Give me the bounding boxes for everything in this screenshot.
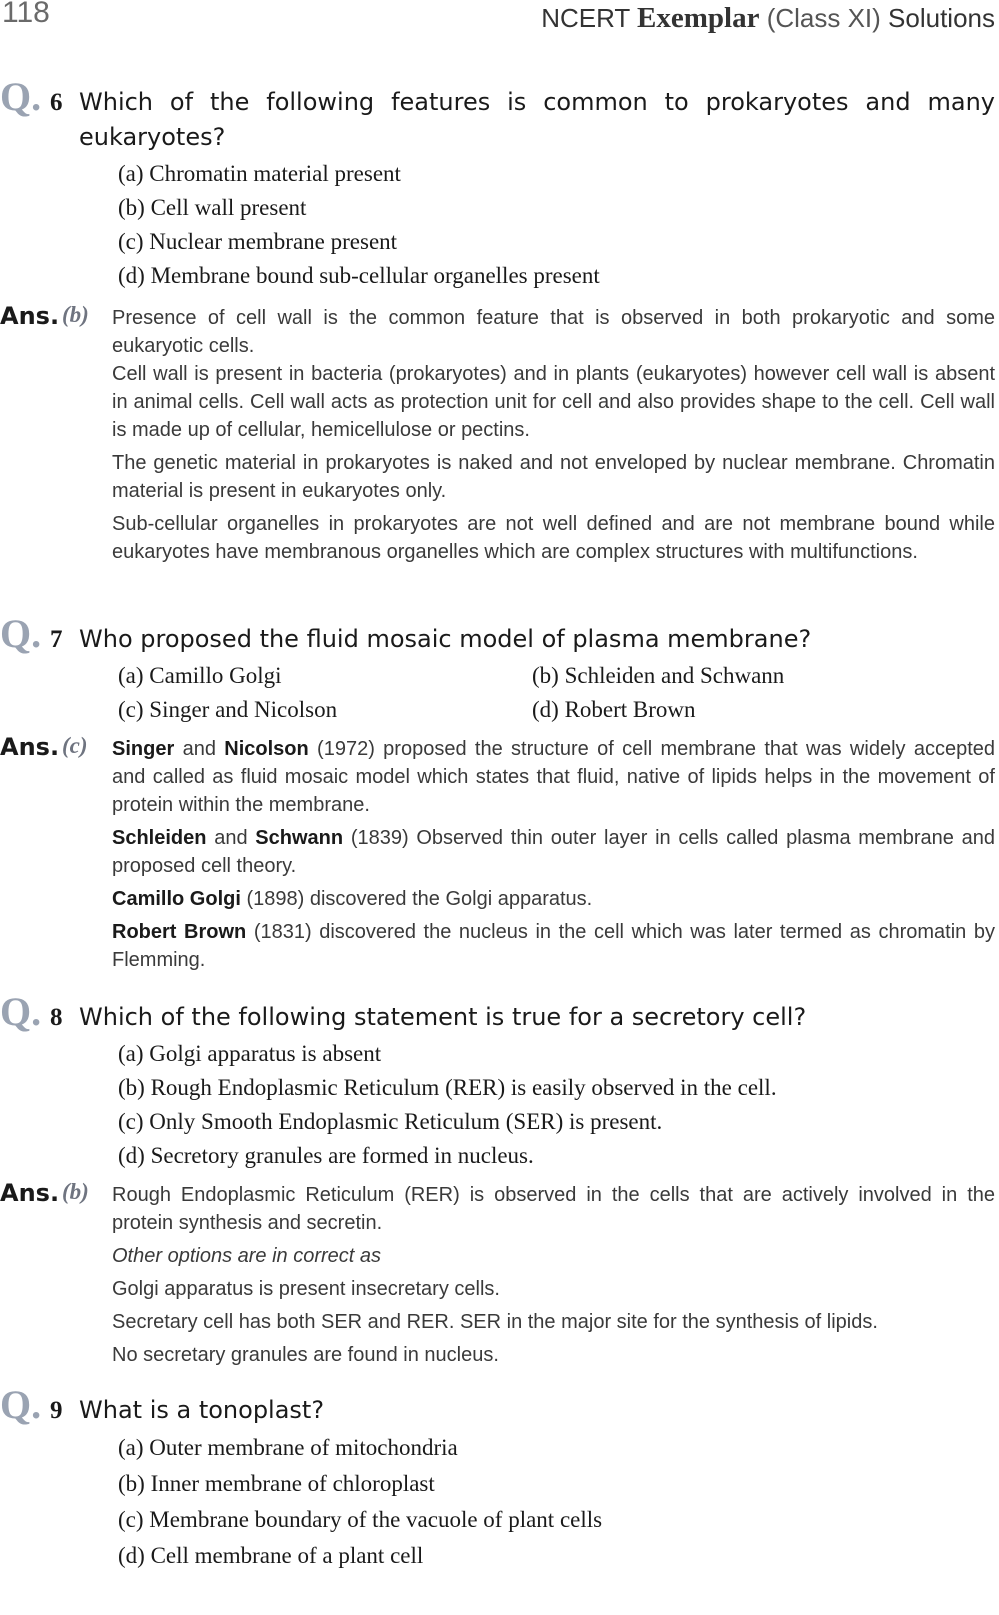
option-c: (c) Singer and Nicolson bbox=[118, 697, 338, 722]
option-c: (c) Nuclear membrane present bbox=[118, 229, 398, 254]
answer-paragraph: Secretary cell has both SER and RER. SER in the major site for the synthesis of lipids. bbox=[112, 1311, 878, 1333]
option-c: (c) Only Smooth Endoplasmic Reticulum (SER) is present. bbox=[118, 1109, 663, 1134]
question-7 bbox=[0, 611, 995, 727]
running-head-solutions: Solutions bbox=[880, 3, 995, 33]
options-list bbox=[118, 659, 995, 727]
q-marker: Q. bbox=[0, 611, 42, 656]
q-marker: Q. bbox=[0, 74, 42, 119]
answer-8 bbox=[0, 1181, 995, 1369]
options-list bbox=[118, 1430, 995, 1574]
page-number: 118 bbox=[2, 0, 50, 29]
answer-option: (b) bbox=[62, 1179, 89, 1204]
answer-paragraph: Schleiden and Schwann (1839) Observed thin outer layer in cells called plasma membrane and proposed cell theory. bbox=[112, 827, 995, 877]
option-c: (c) Membrane boundary of the vacuole of plant cells bbox=[118, 1507, 603, 1532]
question-9 bbox=[0, 1382, 995, 1574]
answer-paragraph: Rough Endoplasmic Reticulum (RER) is observed in the cells that are actively involved in the protein synthesis and secretin. bbox=[112, 1184, 995, 1234]
option-d: (d) Membrane bound sub-cellular organelles present bbox=[118, 263, 600, 288]
option-b: (b) Cell wall present bbox=[118, 195, 307, 220]
answer-paragraph: Singer and Nicolson (1972) proposed the structure of cell membrane that was widely accepted and called as fluid mosaic model which states that fluid, native of lipids helps in the movement of protein within the membrane. bbox=[112, 738, 995, 816]
answer-paragraph: Golgi apparatus is present insecretary cells. bbox=[112, 1278, 500, 1300]
question-text: Which of the following statement is true for a secretory cell? bbox=[79, 1003, 807, 1031]
option-a: (a) Chromatin material present bbox=[118, 161, 401, 186]
question-text: What is a tonoplast? bbox=[79, 1396, 325, 1424]
question-number: 9 bbox=[50, 1397, 63, 1424]
answer-paragraph: Other options are in correct as bbox=[112, 1245, 382, 1267]
option-a: (a) Outer membrane of mitochondria bbox=[118, 1435, 458, 1460]
answer-6 bbox=[0, 304, 995, 566]
running-head-exemplar: Exemplar bbox=[637, 2, 760, 34]
option-d: (d) Secretory granules are formed in nucleus. bbox=[118, 1143, 534, 1168]
running-head-class: (Class XI) bbox=[759, 3, 881, 33]
page-header bbox=[0, 0, 999, 40]
question-number: 6 bbox=[50, 89, 63, 116]
answer-paragraph: Cell wall is present in bacteria (prokaryotes) and in plants (eukaryotes) however cell wall is absent in animal cells. Cell wall acts as protection unit for cell and also provides shape to the cell. Cell wall is made up of cellular, hemicellulose or pectins. bbox=[112, 363, 995, 441]
running-head bbox=[541, 2, 995, 35]
question-number: 7 bbox=[50, 626, 63, 653]
answer-option: (c) bbox=[62, 733, 88, 758]
question-text: Who proposed the fluid mosaic model of plasma membrane? bbox=[79, 625, 812, 653]
answer-paragraph: Presence of cell wall is the common feature that is observed in both prokaryotic and some eukaryotic cells. bbox=[112, 307, 995, 357]
q-marker: Q. bbox=[0, 1382, 42, 1427]
answer-paragraph: Robert Brown (1831) discovered the nucleus in the cell which was later termed as chromatin by Flemming. bbox=[112, 921, 995, 971]
running-head-ncert: NCERT bbox=[541, 3, 638, 33]
question-6 bbox=[0, 74, 995, 293]
answer-label: Ans. bbox=[0, 302, 60, 330]
answer-paragraph: Sub-cellular organelles in prokaryotes are not well defined and are not membrane bound while eukaryotes have membranous organelles which are complex structures with multifunctions. bbox=[112, 513, 995, 563]
q-marker: Q. bbox=[0, 989, 42, 1034]
option-a: (a) Golgi apparatus is absent bbox=[118, 1041, 382, 1066]
answer-option: (b) bbox=[62, 302, 89, 327]
option-b: (b) Inner membrane of chloroplast bbox=[118, 1471, 435, 1496]
answer-7 bbox=[0, 735, 995, 974]
answer-label: Ans. bbox=[0, 1179, 60, 1207]
option-b: (b) Schleiden and Schwann bbox=[532, 663, 785, 688]
question-text: Which of the following features is common to prokaryotes and many eukaryotes? bbox=[79, 88, 995, 151]
option-b: (b) Rough Endoplasmic Reticulum (RER) is easily observed in the cell. bbox=[118, 1075, 777, 1100]
answer-paragraph: Camillo Golgi (1898) discovered the Golgi apparatus. bbox=[112, 888, 593, 910]
option-a: (a) Camillo Golgi bbox=[118, 663, 282, 688]
options-list bbox=[118, 157, 995, 293]
answer-paragraph: The genetic material in prokaryotes is naked and not enveloped by nuclear membrane. Chromatin material is present in eukaryotes only. bbox=[112, 452, 995, 502]
answer-paragraph: No secretary granules are found in nucleus. bbox=[112, 1344, 499, 1366]
question-8 bbox=[0, 989, 995, 1173]
option-d: (d) Robert Brown bbox=[532, 697, 696, 722]
question-number: 8 bbox=[50, 1004, 63, 1031]
answer-label: Ans. bbox=[0, 733, 60, 761]
option-d: (d) Cell membrane of a plant cell bbox=[118, 1543, 424, 1568]
options-list bbox=[118, 1037, 995, 1173]
